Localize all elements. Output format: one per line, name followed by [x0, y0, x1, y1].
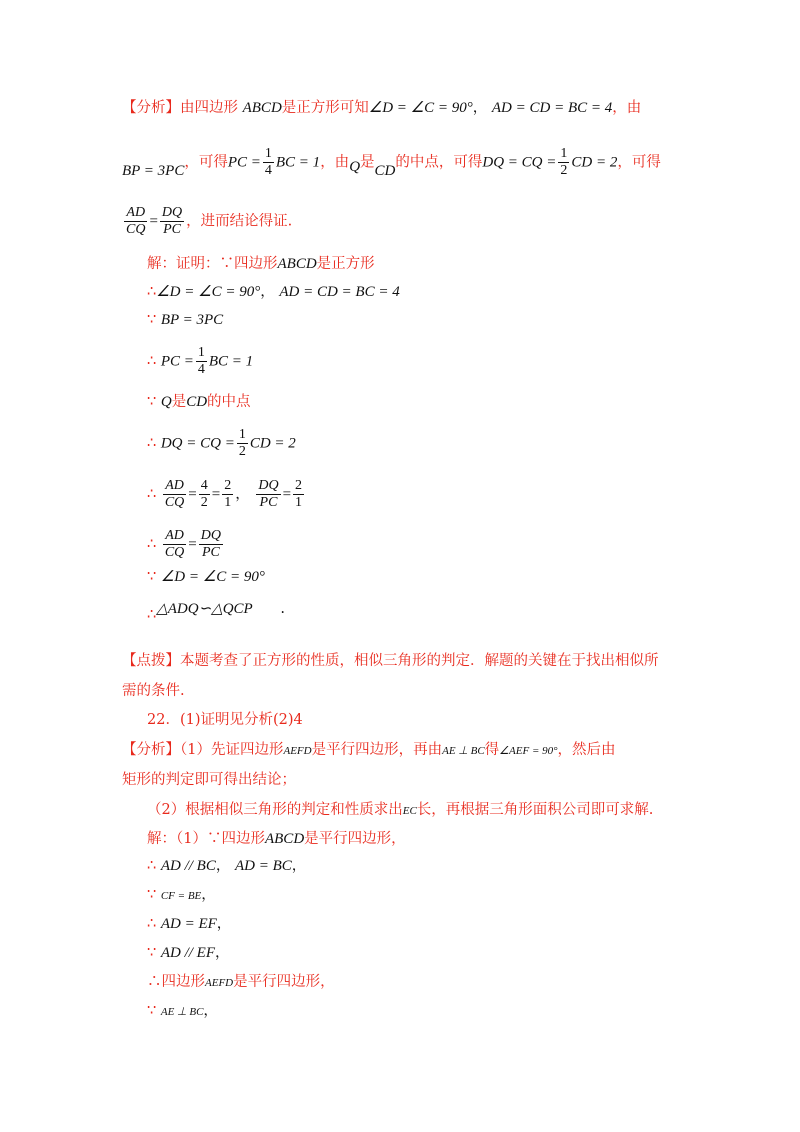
because-symbol: ∵	[147, 394, 157, 410]
therefore-symbol: ∴	[147, 353, 157, 370]
q22-solution-line-4: ∴ AD = EF，	[147, 916, 232, 932]
solution-line-6: ∴ DQ = CQ = $\frac{1}{2}$ CD = 2	[147, 427, 296, 459]
therefore-symbol: ∴	[147, 435, 157, 452]
solution-line-1: 解：证明：∵四边形ABCD是正方形	[147, 256, 375, 272]
solution-line-7: ∴ $\frac{AD}{CQ}$ = $\frac{4}{2}$ = $\frac{2}{1}$ ， $\frac{DQ}{PC}$ = $\frac{2}{1}$	[147, 478, 303, 510]
fraction: $\frac{AD}{CQ}$	[164, 528, 185, 560]
q22-solution-line-3: ∵ CF = BE，	[147, 887, 216, 903]
solution-line-10: ∴△ADQ∽△QCP .	[147, 601, 285, 623]
fraction: $\frac{AD}{CQ}$	[164, 478, 185, 510]
fraction: $\frac{1}{4}$	[197, 345, 205, 377]
because-symbol: ∵	[147, 945, 157, 961]
therefore-symbol: ∴	[147, 284, 157, 300]
fraction: $\frac{DQ}{PC}$	[200, 528, 221, 560]
q22-solution-line-7: ∵ AE ⊥ BC，	[147, 1003, 218, 1019]
therefore-symbol: ∴	[147, 607, 157, 623]
q22-solution-line-1: 解：（1）∵四边形ABCD是平行四边形，	[147, 831, 406, 847]
fraction: $\frac{1}{4}$	[264, 146, 272, 178]
fraction: $\frac{1}{2}$	[238, 427, 246, 459]
therefore-symbol: ∴	[147, 858, 157, 874]
q22-solution-line-2: ∴ AD // BC， AD = BC，	[147, 858, 307, 874]
because-symbol: ∵	[147, 312, 157, 328]
analysis-tag: 【分析】	[122, 100, 180, 116]
because-symbol: ∵	[147, 887, 157, 903]
therefore-symbol: ∴	[147, 486, 157, 503]
solution-line-9: ∵ ∠D = ∠C = 90°	[147, 569, 265, 585]
analysis-tag: 【分析】	[122, 742, 180, 758]
q22-solution-line-5: ∵ AD // EF，	[147, 945, 230, 961]
solution-line-4: ∴ PC = $\frac{1}{4}$ BC = 1	[147, 345, 254, 377]
fraction: $\frac{DQ}{PC}$	[258, 478, 279, 510]
analysis-line-1: 【分析】由四边形 ABCD是正方形可知∠D = ∠C = 90°， AD = CD = BC = 4，由	[122, 100, 642, 116]
question-22-heading: 22．(1)证明见分析(2)4	[147, 712, 303, 728]
fraction: $\frac{1}{2}$	[560, 146, 568, 178]
solution-line-5: ∵ Q是CD的中点	[147, 394, 251, 410]
fraction: $\frac{DQ}{PC}$	[161, 205, 183, 237]
solution-line-2: ∴∠D = ∠C = 90°， AD = CD = BC = 4	[147, 284, 400, 300]
q22-analysis-line-3: （2）根据相似三角形的判定和性质求出EC长，再根据三角形面积公司即可求解.	[147, 802, 654, 818]
q22-solution-line-6: ∴四边形AEFD是平行四边形，	[147, 974, 335, 990]
q22-analysis-line-2: 矩形的判定即可得出结论；	[122, 772, 296, 788]
tip-line-1: 【点拨】本题考查了正方形的性质，相似三角形的判定．解题的关键在于找出相似所	[122, 653, 659, 669]
fraction: $\frac{AD}{CQ}$	[126, 205, 146, 237]
analysis-line-3: $\frac{AD}{CQ}$ = $\frac{DQ}{PC}$ ，进而结论得证.	[126, 205, 293, 237]
tip-line-2: 需的条件.	[122, 683, 185, 699]
therefore-symbol: ∴	[147, 916, 157, 932]
tip-tag: 【点拨】	[122, 653, 180, 669]
because-symbol: ∵	[147, 1003, 157, 1019]
fraction: $\frac{2}{1}$	[224, 478, 232, 510]
fraction: $\frac{4}{2}$	[200, 478, 208, 510]
because-symbol: ∵	[147, 569, 157, 585]
q22-analysis-line-1: 【分析】（1）先证四边形AEFD是平行四边形，再由AE ⊥ BC得∠AEF = 90°，然后由	[122, 742, 616, 758]
analysis-line-2: BP = 3PC，可得PC = $\frac{1}{4}$ BC = 1，由Q是CD的中点，可得DQ = CQ = $\frac{1}{2}$ CD = 2，可得	[122, 146, 661, 179]
therefore-symbol: ∴	[147, 536, 157, 553]
fraction: $\frac{2}{1}$	[295, 478, 303, 510]
solution-line-3: ∵ BP = 3PC	[147, 312, 224, 328]
solution-line-8: ∴ $\frac{AD}{CQ}$ = $\frac{DQ}{PC}$	[147, 528, 221, 560]
